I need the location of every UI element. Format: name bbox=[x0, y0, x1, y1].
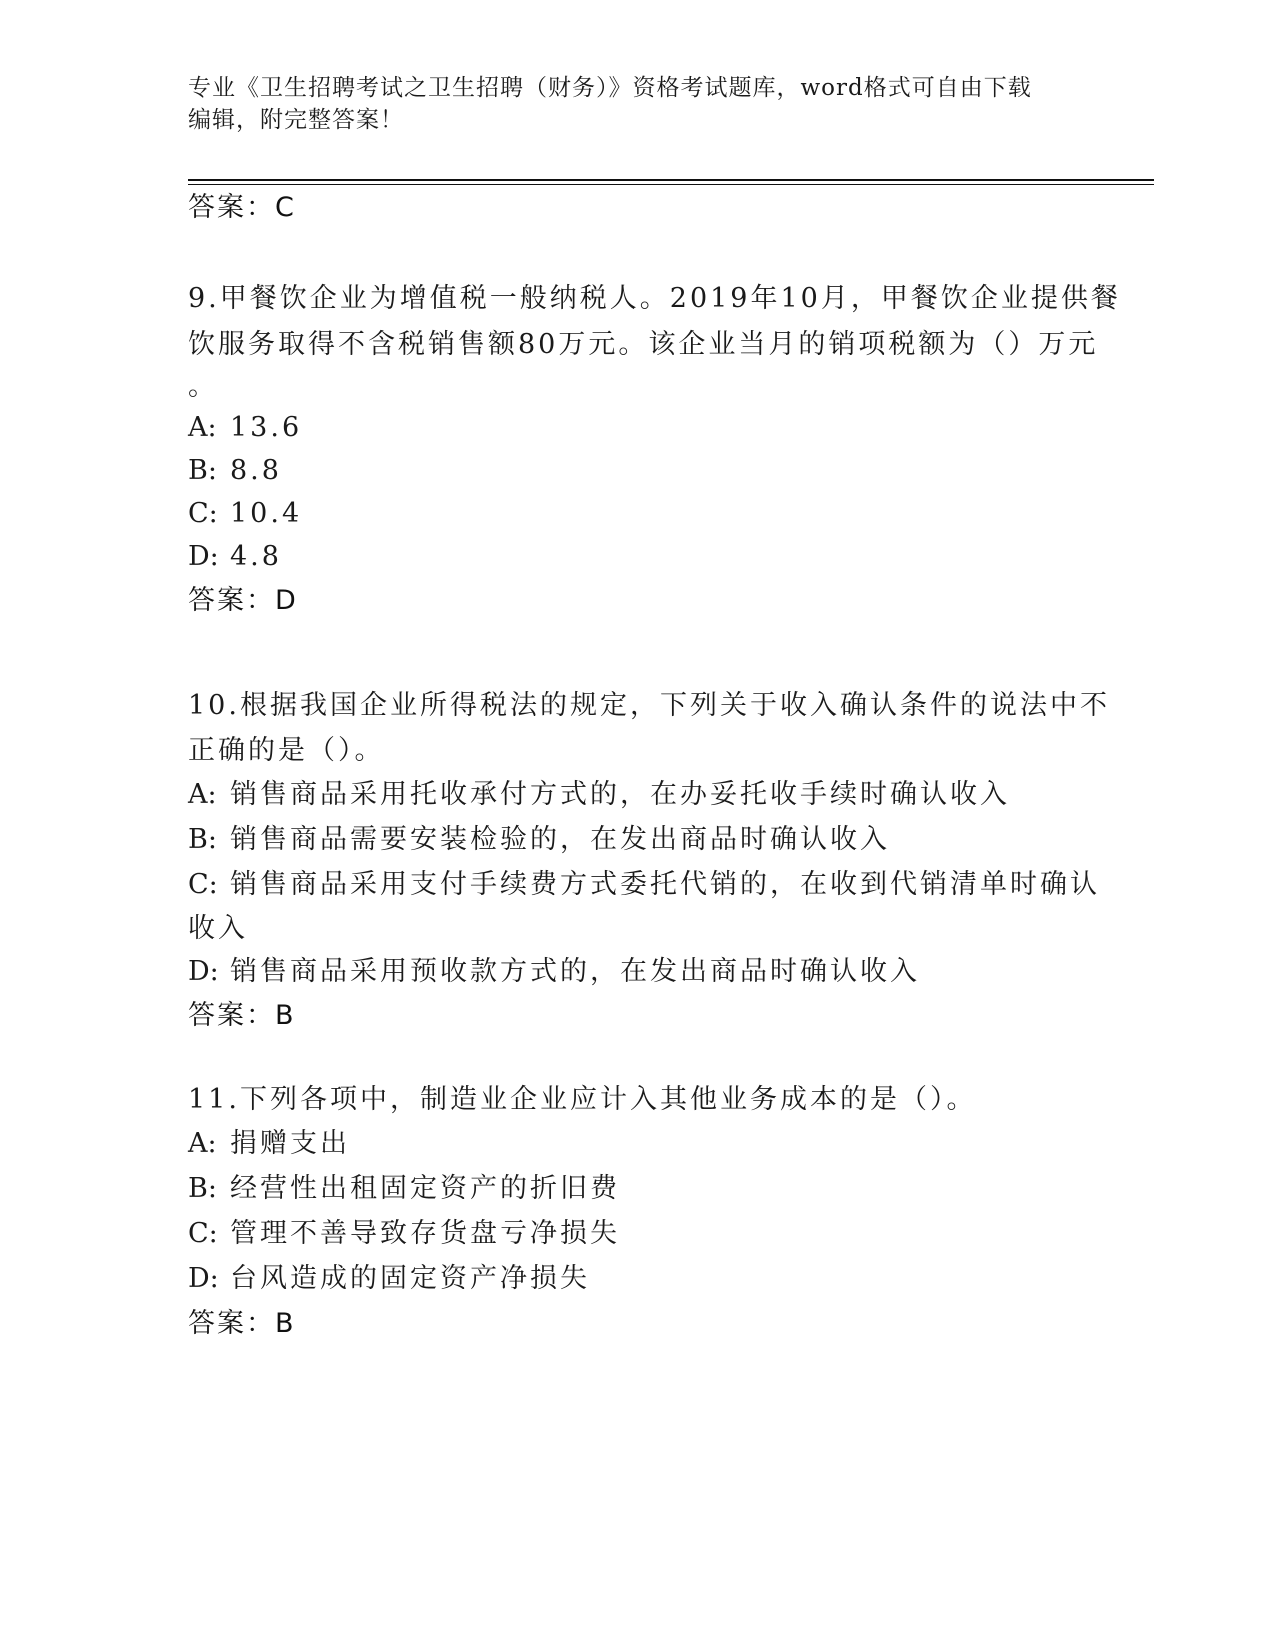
option-c bbox=[188, 1211, 1088, 1256]
option-text: 台风造成的固定资产净损失 bbox=[230, 1263, 590, 1294]
option-a bbox=[188, 772, 1088, 817]
question-9 bbox=[188, 276, 1121, 624]
answer-text: 答案：B bbox=[188, 1308, 296, 1339]
previous-answer-block bbox=[188, 185, 1088, 231]
option-letter: A: bbox=[188, 1128, 217, 1159]
option-letter: C: bbox=[188, 498, 218, 529]
option-letter: C: bbox=[188, 869, 218, 900]
option-text: 销售商品采用预收款方式的，在发出商品时确认收入 bbox=[230, 956, 920, 987]
option-a bbox=[188, 406, 1088, 449]
option-c bbox=[188, 862, 1100, 907]
option-text: 管理不善导致存货盘亏净损失 bbox=[230, 1218, 620, 1249]
option-text: 8.8 bbox=[230, 455, 282, 486]
question-stem-line: 正确的是（）。 bbox=[188, 735, 385, 766]
question-stem-line: 10.根据我国企业所得税法的规定，下列关于收入确认条件的说法中不 bbox=[188, 690, 1110, 721]
option-text: 经营性出租固定资产的折旧费 bbox=[230, 1173, 620, 1204]
option-c-continuation bbox=[188, 907, 1088, 950]
option-text: 10.4 bbox=[230, 498, 303, 529]
option-text: 销售商品需要安装检验的，在发出商品时确认收入 bbox=[230, 824, 890, 855]
option-c bbox=[188, 492, 1088, 535]
option-text: 收入 bbox=[188, 913, 248, 944]
question-10 bbox=[188, 683, 1110, 1039]
option-b bbox=[188, 817, 1088, 862]
option-letter: D: bbox=[188, 541, 219, 572]
option-b bbox=[188, 1166, 1088, 1211]
question-11 bbox=[188, 1078, 1088, 1347]
option-d bbox=[188, 950, 1088, 993]
question-stem-line: 11.下列各项中，制造业企业应计入其他业务成本的是（）。 bbox=[188, 1084, 977, 1115]
option-letter: D: bbox=[188, 1263, 219, 1294]
option-text: 捐赠支出 bbox=[230, 1128, 350, 1159]
header-line-1: 专业《卫生招聘考试之卫生招聘（财务）》资格考试题库，word格式可自由下载 bbox=[188, 75, 1032, 101]
option-text: 13.6 bbox=[230, 412, 303, 443]
header-rule-thick bbox=[188, 179, 1154, 181]
question-stem-line: 饮服务取得不含税销售额80万元。该企业当月的销项税额为（）万元 bbox=[188, 329, 1099, 360]
answer-text: 答案：B bbox=[188, 1000, 296, 1031]
option-letter: B: bbox=[188, 1173, 217, 1204]
option-d bbox=[188, 1256, 1088, 1301]
option-d bbox=[188, 535, 1088, 578]
option-text: 销售商品采用支付手续费方式委托代销的，在收到代销清单时确认 bbox=[230, 869, 1100, 900]
option-text: 销售商品采用托收承付方式的，在办妥托收手续时确认收入 bbox=[230, 779, 1010, 810]
option-letter: B: bbox=[188, 455, 217, 486]
option-text: 4.8 bbox=[230, 541, 282, 572]
option-letter: B: bbox=[188, 824, 217, 855]
answer-text: 答案：C bbox=[188, 192, 296, 223]
option-letter: A: bbox=[188, 412, 217, 443]
question-stem-line: 9.甲餐饮企业为增值税一般纳税人。2019年10月，甲餐饮企业提供餐 bbox=[188, 283, 1121, 314]
option-b bbox=[188, 449, 1088, 492]
option-letter: A: bbox=[188, 779, 217, 810]
option-letter: D: bbox=[188, 956, 219, 987]
option-a bbox=[188, 1121, 1088, 1166]
document-header bbox=[188, 72, 1088, 136]
question-stem-line: 。 bbox=[188, 371, 218, 402]
option-letter: C: bbox=[188, 1218, 218, 1249]
answer-text: 答案：D bbox=[188, 585, 298, 616]
header-line-2: 编辑，附完整答案！ bbox=[188, 107, 404, 133]
